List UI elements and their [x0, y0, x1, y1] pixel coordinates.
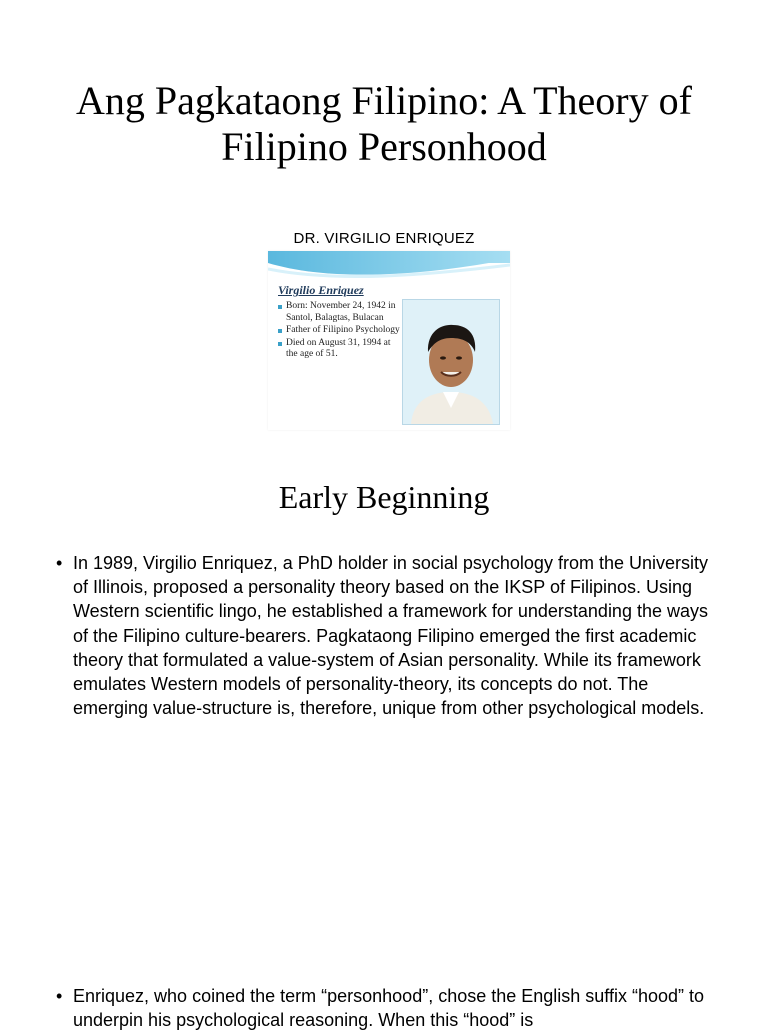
section-heading: Early Beginning	[278, 479, 490, 515]
portrait-card	[268, 251, 510, 430]
card-fact-text: Father of Filipino Psychology	[286, 325, 400, 335]
card-fact-item	[278, 325, 400, 337]
card-banner-swoosh	[268, 251, 510, 285]
bullet-icon: •	[56, 986, 63, 1006]
square-bullet-icon	[278, 329, 282, 333]
card-facts-list	[278, 301, 400, 362]
portrait-photo	[402, 299, 500, 425]
author-name: DR. VIRGILIO ENRIQUEZ	[293, 230, 475, 247]
portrait-illustration	[403, 300, 499, 424]
bullet-paragraph	[56, 551, 716, 720]
square-bullet-icon	[278, 342, 282, 346]
paragraph-text: Enriquez, who coined the term “personhood”, chose the English suffix “hood” to underpin his psychological reasoning. When this “hood” is	[73, 986, 705, 1031]
bullet-icon: •	[56, 553, 63, 573]
card-fact-text: Died on August 31, 1994 at the age of 51.	[286, 337, 391, 359]
card-fact-item	[278, 301, 400, 324]
square-bullet-icon	[278, 305, 282, 309]
card-fact-text: Born: November 24, 1942 in Santol, Balagtas, Bulacan	[286, 301, 396, 323]
card-fact-item	[278, 338, 400, 361]
paragraph-text: In 1989, Virgilio Enriquez, a PhD holder in social psychology from the University of Illinois, proposed a personality theory based on the IKSP of Filipinos. Using Western scientific lingo, he established a framework for understanding the ways of the Filipino culture-bearers. Pagkataong Filipino emerged the first academic theory that formulated a value-system of Asian personality. While its framework emulates Western models of personality-theory, its concepts do not. The emerging value-structure is, therefore, unique from other psychological models.	[73, 553, 708, 719]
card-heading: Virgilio Enriquez	[278, 283, 364, 297]
bullet-paragraph	[56, 984, 716, 1032]
page-title: Ang Pagkataong Filipino: A Theory of Filipino Personhood	[76, 78, 692, 169]
